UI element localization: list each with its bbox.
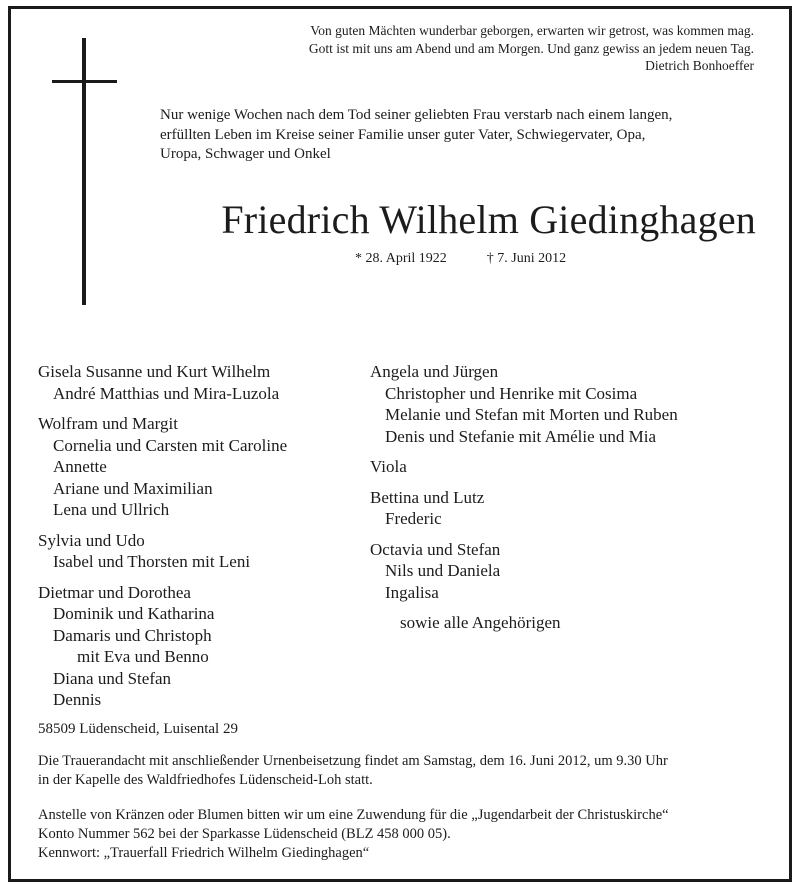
- family-member-line: Denis und Stefanie mit Amélie und Mia: [385, 426, 657, 446]
- donation-info: [38, 806, 669, 863]
- family-column-right: [370, 361, 678, 634]
- family-column-left: [38, 361, 287, 720]
- family-member-line: Christopher und Henrike mit Cosima: [385, 383, 638, 403]
- mourner-address: 58509 Lüdenscheid, Luisental 29: [38, 721, 238, 737]
- family-member-line: Damaris und Christoph: [53, 625, 212, 645]
- family-member-line: Ariane und Maximilian: [53, 478, 213, 498]
- family-member-head: Octavia und Stefan: [370, 539, 501, 559]
- family-member-line: Melanie und Stefan mit Morten und Ruben: [385, 405, 678, 424]
- family-group: [38, 413, 287, 521]
- family-member-head: Sylvia und Udo: [38, 530, 145, 550]
- service-line: Die Trauerandacht mit anschließender Urnenbeisetzung findet am Samstag, dem 16. Juni 2012, um 9.30 Uhr: [38, 753, 668, 769]
- intro-line: erfüllten Leben im Kreise seiner Familie unser guter Vater, Schwiegervater, Opa,: [160, 126, 646, 143]
- family-member-line: Cornelia und Carsten mit Caroline: [53, 435, 288, 455]
- intro-line: Uropa, Schwager und Onkel: [160, 146, 331, 162]
- family-member-head: Viola: [370, 457, 407, 476]
- quote-line: Gott ist mit uns am Abend und am Morgen. Und ganz gewiss an jedem neuen Tag.: [308, 40, 754, 56]
- service-info: [38, 752, 668, 790]
- family-member-head: Dietmar und Dorothea: [38, 582, 191, 602]
- donation-line: Konto Nummer 562 bei der Sparkasse Lüdenscheid (BLZ 458 000 05).: [38, 826, 451, 842]
- donation-line: Kennwort: „Trauerfall Friedrich Wilhelm Giedinghagen“: [38, 845, 370, 861]
- intro-text: [160, 106, 672, 165]
- family-member-head: Angela und Jürgen: [370, 362, 499, 381]
- family-member-line: Frederic: [385, 509, 442, 528]
- family-group: [370, 361, 678, 447]
- family-member-line: Dominik und Katharina: [53, 604, 215, 623]
- intro-line: Nur wenige Wochen nach dem Tod seiner geliebten Frau verstarb nach einem langen,: [160, 107, 673, 123]
- bonhoeffer-quote: [309, 22, 754, 75]
- family-group: [38, 361, 287, 404]
- family-member-line: Isabel und Thorsten mit Leni: [53, 552, 251, 571]
- quote-line: Von guten Mächten wunderbar geborgen, erwarten wir getrost, was kommen mag.: [310, 23, 754, 38]
- relatives-note: sowie alle Angehörigen: [400, 613, 561, 632]
- family-member-line: André Matthias und Mira-Luzola: [53, 383, 280, 403]
- family-member-line: Dennis: [53, 690, 102, 709]
- death-date: † 7. Juni 2012: [486, 251, 567, 266]
- service-line: in der Kapelle des Waldfriedhofes Lüdenscheid-Loh statt.: [38, 772, 373, 788]
- family-member-line: Annette: [53, 457, 107, 476]
- family-group: [38, 530, 287, 573]
- birth-date: * 28. April 1922: [355, 251, 447, 266]
- cross-icon: [82, 38, 86, 305]
- donation-line: Anstelle von Kränzen oder Blumen bitten wir um eine Zuwendung für die „Jugendarbeit der Christuskirche“: [38, 807, 669, 823]
- deceased-name: Friedrich Wilhelm Giedinghagen: [221, 197, 756, 242]
- family-member-head: Gisela Susanne und Kurt Wilhelm: [38, 362, 271, 381]
- quote-author: Dietrich Bonhoeffer: [645, 58, 754, 73]
- family-member-line: Nils und Daniela: [385, 561, 501, 580]
- family-group: [38, 582, 287, 711]
- cross-icon-beam: [52, 80, 117, 83]
- family-member-head: Bettina und Lutz: [370, 487, 485, 507]
- life-dates: [355, 250, 606, 268]
- family-group: [370, 456, 678, 478]
- family-member-line: Diana und Stefan: [53, 668, 172, 688]
- family-group: [370, 487, 678, 530]
- family-member-line: Ingalisa: [385, 582, 439, 602]
- family-member-head: Wolfram und Margit: [38, 414, 178, 433]
- family-member-line: mit Eva und Benno: [77, 647, 209, 666]
- family-member-line: Lena und Ullrich: [53, 500, 170, 519]
- family-group: [370, 539, 678, 604]
